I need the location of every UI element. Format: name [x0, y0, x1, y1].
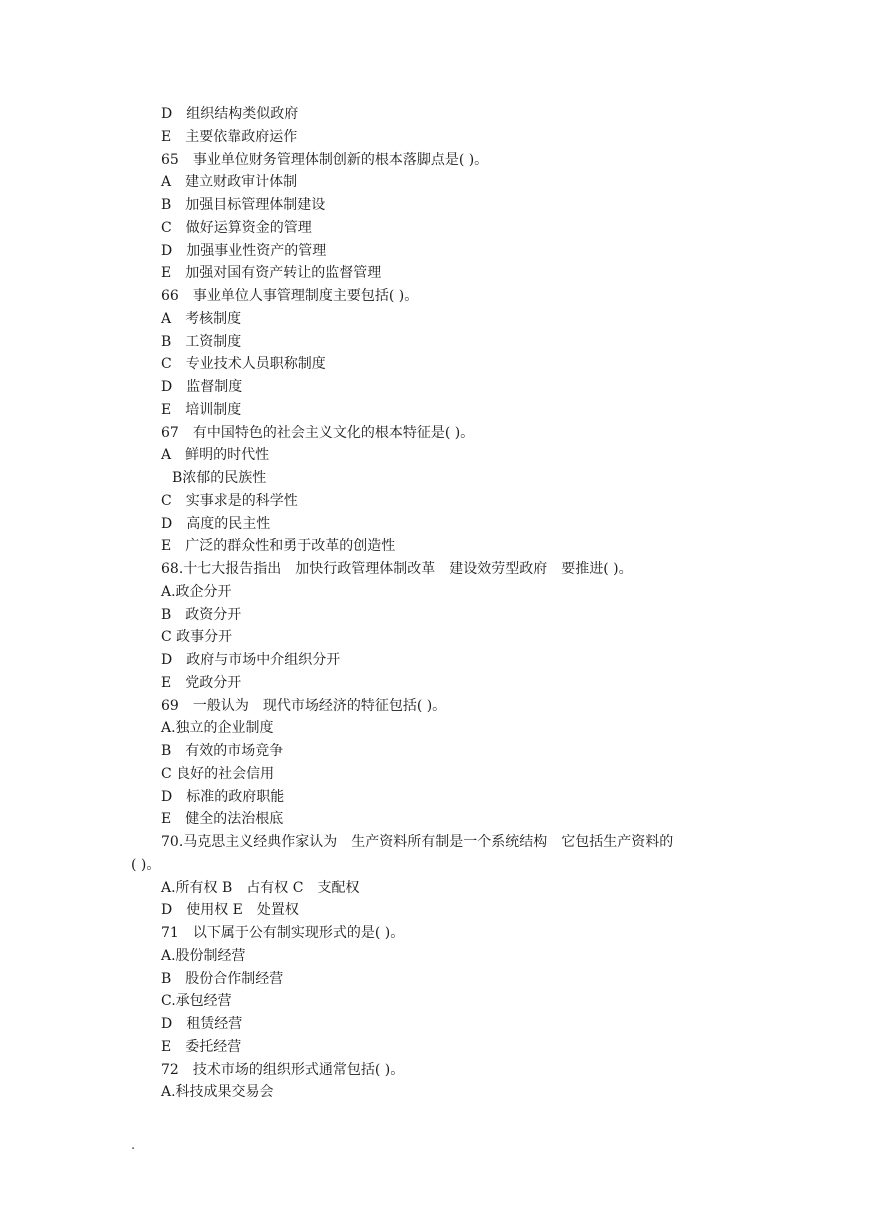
text-line: A.独立的企业制度	[161, 720, 274, 737]
text-line: C 实事求是的科学性	[161, 492, 298, 509]
text-line: D 高度的民主性	[161, 515, 271, 532]
text-line: ( )。	[131, 856, 161, 873]
text-line: 66 事业单位人事管理制度主要包括( )。	[161, 288, 419, 304]
text-line: 67 有中国特色的社会主义文化的根本特征是( )。	[161, 424, 475, 441]
text-line: A.股份制经营	[161, 947, 246, 964]
text-line: 69 一般认为 现代市场经济的特征包括( )。	[161, 697, 447, 714]
text-line: A.科技成果交易会	[161, 1084, 274, 1101]
text-line: E 加强对国有资产转让的监督管理	[161, 265, 382, 282]
text-line: B浓郁的民族性	[172, 470, 267, 486]
text-line: C 良好的社会信用	[161, 765, 275, 782]
text-line: C 专业技术人员职称制度	[161, 356, 326, 373]
text-line: E 党政分开	[161, 674, 242, 691]
text-line: E 健全的法治根底	[161, 811, 284, 828]
text-line: C.承包经营	[161, 993, 232, 1010]
text-line: 68.十七大报告指出 加快行政管理体制改革 建设效劳型政府 要推进( )。	[161, 561, 633, 577]
text-line: B 工资制度	[161, 333, 242, 350]
text-line: C 政事分开	[161, 629, 233, 646]
text-line: A 建立财政审计体制	[161, 174, 298, 191]
text-line: E 培训制度	[161, 401, 242, 418]
text-line: B 有效的市场竞争	[161, 743, 284, 759]
text-line: D 加强事业性资产的管理	[161, 242, 327, 259]
text-line: A 考核制度	[161, 310, 242, 327]
text-line: 71 以下属于公有制实现形式的是( )。	[161, 925, 405, 941]
text-line: E 委托经营	[161, 1038, 242, 1055]
text-line: B 加强目标管理体制建设	[161, 197, 326, 213]
text-line: E 主要依靠政府运作	[161, 128, 298, 145]
text-line: A.政企分开	[161, 583, 232, 600]
text-line: D 标准的政府职能	[161, 788, 285, 805]
text-line: A.所有权 B 占有权 C 支配权	[161, 879, 360, 896]
text-line: A 鲜明的时代性	[161, 447, 270, 464]
text-line: E 广泛的群众性和勇于改革的创造性	[161, 538, 396, 555]
text-line: D 政府与市场中介组织分开	[161, 652, 341, 668]
text-line: 72 技术市场的组织形式通常包括( )。	[161, 1061, 405, 1078]
text-line: D 租赁经营	[161, 1016, 243, 1032]
text-line: D 使用权 E 处置权	[161, 902, 299, 919]
text-line: D 组织结构类似政府	[161, 106, 299, 122]
text-line: D 监督制度	[161, 379, 243, 395]
document-body	[0, 103, 869, 1104]
text-line: C 做好运算资金的管理	[161, 219, 312, 236]
footer-mark: .	[131, 1138, 136, 1153]
text-line: B 股份合作制经营	[161, 970, 284, 987]
text-line: B 政资分开	[161, 606, 242, 623]
text-line: 65 事业单位财务管理体制创新的根本落脚点是( )。	[161, 151, 489, 168]
text-line: 70.马克思主义经典作家认为 生产资料所有制是一个系统结构 它包括生产资料的	[161, 834, 674, 850]
